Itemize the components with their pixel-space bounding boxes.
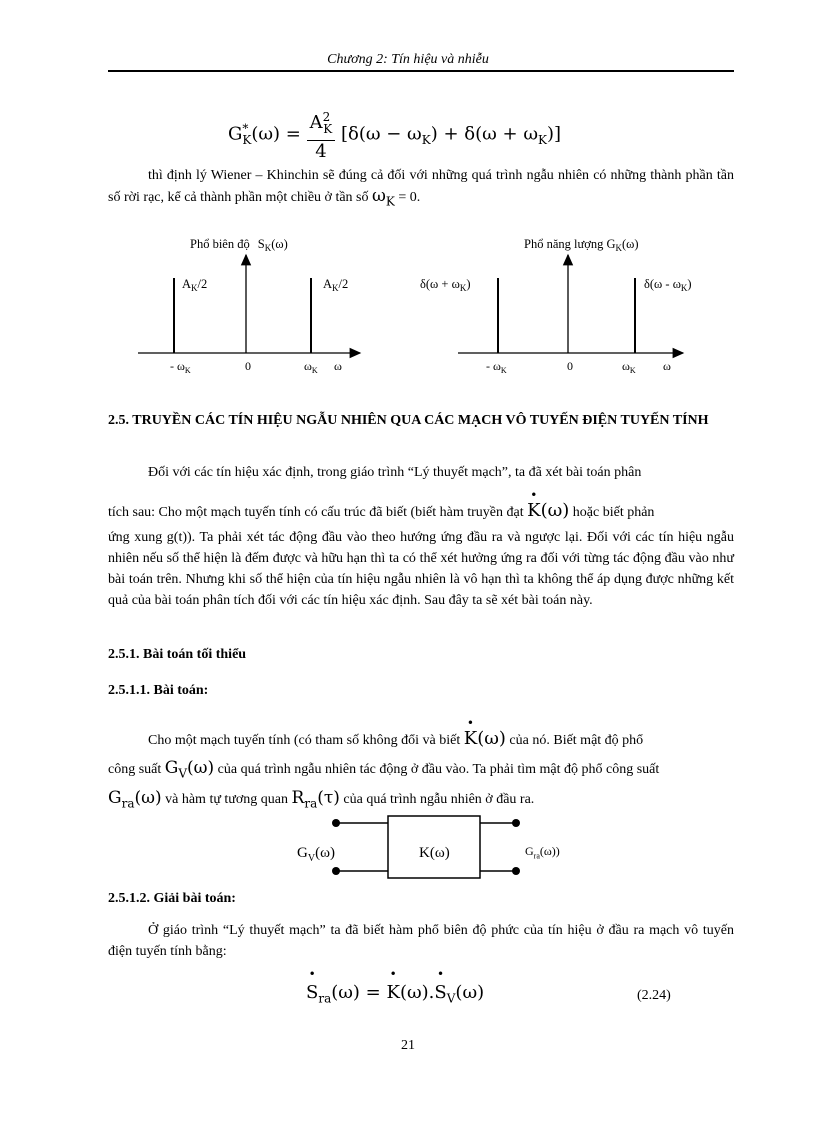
energy-spectrum-chart [420, 237, 692, 375]
right-axis-omega-label: ω [663, 359, 671, 373]
section-heading-2-5: 2.5. TRUYỀN CÁC TÍN HIỆU NGẪU NHIÊN QUA CÁC MẠCH VÔ TUYẾN ĐIỆN TUYẾN TÍNH [108, 413, 709, 428]
right-label-delta-minus: $\delta(\omega - \omega_K)$ [644, 277, 692, 293]
amplitude-spectrum-chart [138, 237, 360, 375]
equation-number: (2.24) [637, 988, 671, 1003]
left-label-amplitude-neg: $A_K/2$ [182, 277, 208, 293]
block-output-label: $G_{ra}(\omega)$) [525, 844, 560, 861]
input-terminal-top [332, 819, 340, 827]
section-heading-2-5-1-2: 2.5.1.2. Giải bài toán: [108, 891, 236, 906]
left-chart-title: Phổ biên độ $S_K(\omega)$ [190, 237, 288, 253]
paragraph-solution: Ở giáo trình “Lý thuyết mạch” ta đã biết hàm phổ biên độ phức của tín hiệu ở đầu ra mạch vô tuyến điện tuyến tính bằng: [108, 923, 734, 959]
output-terminal-top [512, 819, 520, 827]
right-tick-minus-omega: - $\omega_K$ [486, 359, 507, 375]
left-tick-minus-omega: - $\omega_K$ [170, 359, 191, 375]
input-terminal-bottom [332, 867, 340, 875]
right-chart-title: Phổ năng lượng $G_K(\omega)$ [524, 237, 639, 253]
header-rule [108, 70, 734, 72]
spectrum-figures [108, 228, 734, 388]
left-label-amplitude-pos: $A_K/2$ [323, 277, 349, 293]
section-heading-2-5-1: 2.5.1. Bài toán tối thiểu [108, 647, 247, 662]
paragraph-intro-line1: Đối với các tín hiệu xác định, trong giáo trình “Lý thuyết mạch”, ta đã xét bài toán phân [148, 465, 642, 480]
running-header: Chương 2: Tín hiệu và nhiễu [327, 52, 489, 67]
paragraph-intro-line2: tích sau: Cho một mạch tuyến tính có cấu trúc đã biết (biết hàm truyền đạt • K(ω) hoặc biết phản [108, 500, 734, 523]
left-axis-omega-label: ω [334, 359, 342, 373]
paragraph-intro-rest: ứng xung g(t)). Ta phải xét tác động đầu vào theo hướng ứng đầu ra và ngược lại. Đối với các tín hiệu ngẫu nhiên nếu số thể hiện là đếm được và hữu hạn thì ta có thể xét hưởng ứng ra đối với từng tác động đầu vào như bài toán trên. Nhưng khi số thể hiện của tín hiệu ngẫu nhiên là vô hạn thì ta không thể áp dụng được những kết quả của bài toán phân tích đối với các tín hiệu xác định. Sau đây ta sẽ xét bài toán này. [108, 530, 734, 608]
left-tick-plus-omega: $\omega_K$ [304, 359, 318, 375]
right-label-delta-plus: $\delta(\omega + \omega_K)$ [420, 277, 471, 293]
left-tick-zero: 0 [245, 359, 251, 373]
problem-statement-line3: $G_{ra}(\omega)$ và hàm tự tương quan $R_{ra}(\tau)$ của quá trình ngẫu nhiên ở đầu ra. [108, 788, 535, 811]
block-transfer-function: K(ω) [419, 845, 450, 861]
page-number: 21 [401, 1038, 415, 1053]
right-tick-zero: 0 [567, 359, 573, 373]
block-input-label: $G_V(\omega)$ [297, 845, 335, 864]
equation-2-24: • $S_{ra}(\omega)$ = • K(ω).• $S_V(\omega)$ [306, 982, 484, 1006]
output-terminal-bottom [512, 867, 520, 875]
right-tick-plus-omega: $\omega_K$ [622, 359, 636, 375]
problem-statement-line2: công suất $G_V(\omega)$ của quá trình ngẫu nhiên tác động ở đầu vào. Ta phải tìm mật độ phổ công suất [108, 758, 660, 781]
section-heading-2-5-1-1: 2.5.1.1. Bài toán: [108, 683, 209, 698]
paragraph-wiener: thì định lý Wiener – Khinchin sẽ đúng cả đối với những quá trình ngẫu nhiên có những thành phần tần số rời rạc, kể cả thành phần một chiều ở tần số $\omega_K = 0$. [108, 168, 734, 209]
equation-gk-star: $G^*_K(\omega)$ = $\frac{A^2_K}{4}$ $[\delta(\omega - \omega_K) + \delta(\omega + \omega_K)]$ [228, 106, 558, 158]
fraction: $\frac{A^2_K}{4}$ [307, 106, 336, 163]
problem-statement-line1: Cho một mạch tuyến tính (có tham số không đổi và biết • K(ω) của nó. Biết mật độ phổ [148, 728, 734, 751]
